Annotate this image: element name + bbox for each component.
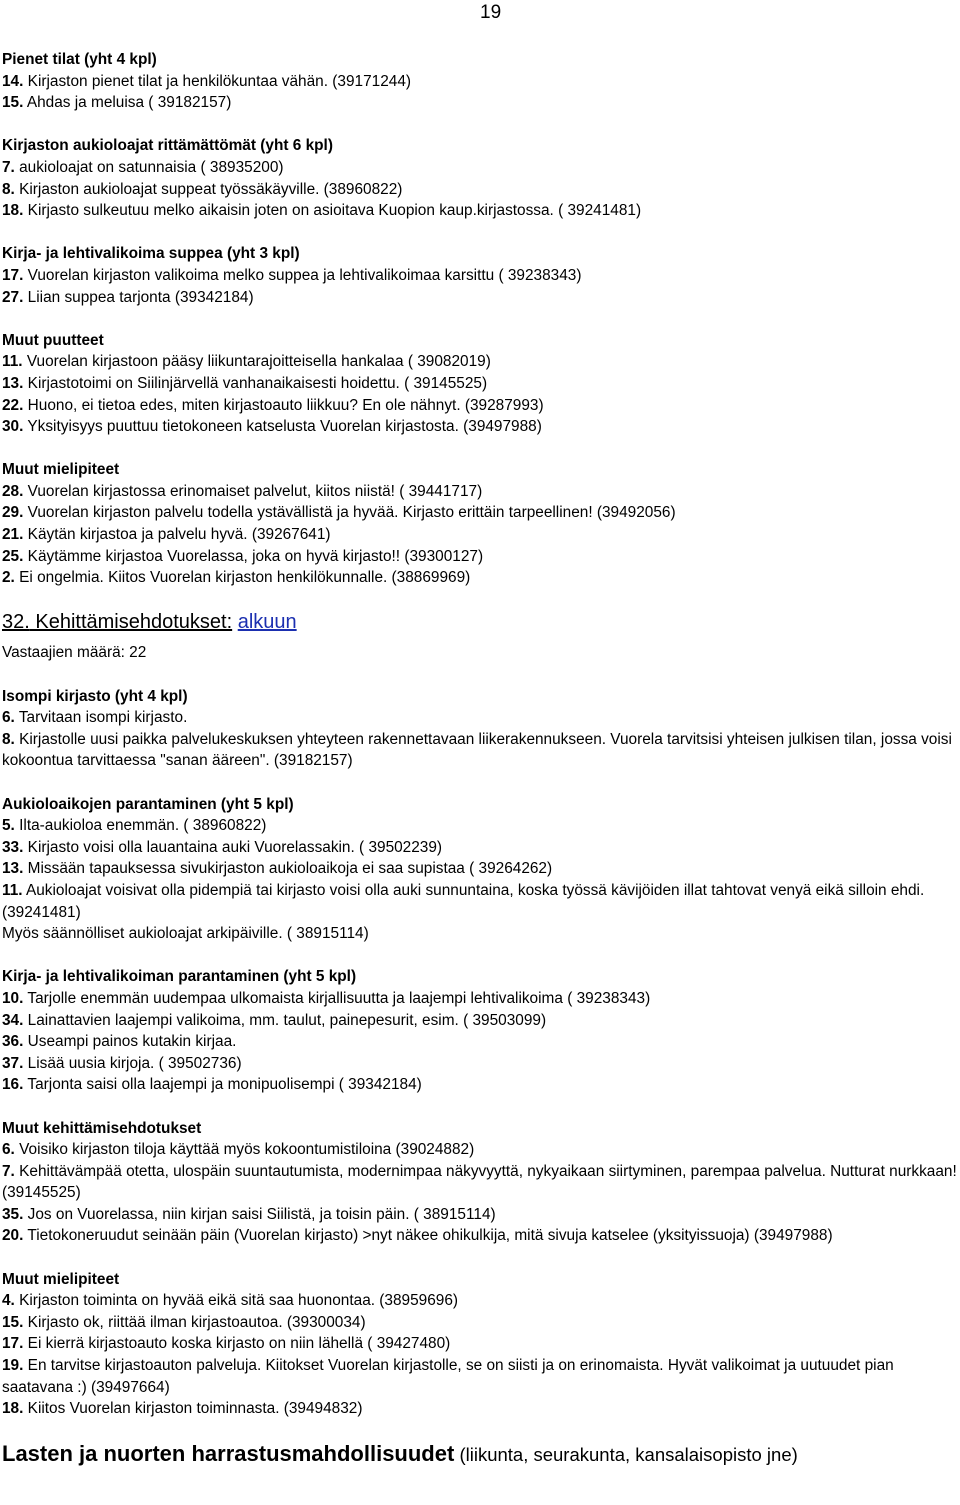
answer-number: 6. [2,1141,15,1159]
answer-number: 18. [2,1400,24,1418]
group-heading: Aukioloaikojen parantaminen (yht 5 kpl) [2,795,294,813]
answer-text: Jos on Vuorelassa, niin kirjan saisi Siilistä, ja toisin päin. ( 38915114) [23,1205,496,1223]
group-heading: Muut puutteet [2,331,104,349]
answer-number: 8. [2,730,15,748]
answer-text: Kirjastolle uusi paikka palvelukeskuksen yhteyteen rakennettavaan liikerakennukseen. Vuorela tarvitsisi yhteisen julkisen tilan, jossa voisi kokoontua tarvittaessa "sanan ääreen". (39182157) [2,730,952,770]
answer-item [2,351,958,373]
answer-text: Kirjaston toiminta on hyvää eikä sitä saa huonontaa. (38959696) [14,1292,459,1310]
group-heading: Kirja- ja lehtivalikoima suppea (yht 3 kpl) [2,245,300,263]
answer-item [2,1398,958,1420]
answer-text: Lisää uusia kirjoja. ( 39502736) [23,1054,242,1072]
answer-text: Vuorelan kirjaston palvelu todella ystävällistä ja hyvää. Kirjasto erittäin tarpeellinen! (39492056) [23,504,676,522]
answer-text: Vuorelan kirjastoon pääsy liikuntarajoitteisella hankalaa ( 39082019) [22,353,491,371]
answer-item [2,1204,958,1226]
answer-number: 5. [2,817,15,835]
answer-text: Kiitos Vuorelan kirjaston toiminnasta. (39494832) [23,1400,363,1418]
answer-item [2,1161,958,1204]
answer-number: 7. [2,158,15,176]
answer-text: Tarjonta saisi olla laajempi ja monipuolisempi ( 39342184) [23,1076,422,1094]
answer-number: 10. [2,989,24,1007]
answer-text: Kirjasto voisi olla lauantaina auki Vuorelassakin. ( 39502239) [23,838,443,856]
answer-item [2,1074,958,1096]
answer-number: 13. [2,860,24,878]
answer-item [2,1139,958,1161]
bottom-sections [2,686,958,1420]
answer-text: Kirjaston aukioloajat suppeat työssäkäyville. (38960822) [14,180,403,198]
answer-text: Myös säännölliset aukioloajat arkipäiville. ( 38915114) [2,925,369,943]
answer-group [2,686,958,772]
answer-number: 11. [2,881,23,899]
answer-text: Yksityisyys puuttuu tietokoneen katselusta Vuorelan kirjastosta. (39497988) [23,418,542,436]
answer-number: 8. [2,180,15,198]
answer-number: 25. [2,547,24,565]
answer-number: 4. [2,1292,15,1310]
answer-text: Vuorelan kirjaston valikoima melko suppea ja lehtivalikoimaa karsittu ( 39238343) [23,266,582,284]
answer-number: 33. [2,838,24,856]
answer-item [2,1053,958,1075]
document-body [2,49,958,1468]
answer-item [2,1225,958,1247]
answer-item [2,200,958,222]
answer-item [2,1031,958,1053]
group-heading: Kirjaston aukioloajat rittämättömät (yht 6 kpl) [2,137,333,155]
answer-item [2,265,958,287]
answer-number: 37. [2,1054,24,1072]
answer-text: Lainattavien laajempi valikoima, mm. taulut, painepesurit, esim. ( 39503099) [23,1011,547,1029]
answer-item [2,524,958,546]
answer-number: 2. [2,569,15,587]
answer-item [2,1010,958,1032]
answer-text: Kirjasto ok, riittää ilman kirjastoautoa. (39300034) [23,1313,366,1331]
answer-text: Voisiko kirjaston tiloja käyttää myös kokoontumistiloina (39024882) [14,1141,475,1159]
answer-item [2,481,958,503]
answer-item [2,157,958,179]
group-heading: Isompi kirjasto (yht 4 kpl) [2,687,188,705]
answer-number: 6. [2,709,15,727]
answer-number: 11. [2,353,23,371]
answer-item [2,1355,958,1398]
next-question-title: Lasten ja nuorten harrastusmahdollisuudet [2,1441,455,1467]
answer-item [2,1312,958,1334]
answer-number: 20. [2,1227,24,1245]
answer-number: 34. [2,1011,24,1029]
answer-item [2,729,958,772]
answer-number: 7. [2,1162,15,1180]
answer-text: Tietokoneruudut seinään päin (Vuorelan kirjasto) >nyt näkee ohikulkija, mitä sivuja katselee (yksityissuoja) (39497988) [23,1227,833,1245]
answer-number: 14. [2,72,24,90]
answer-text: Aukioloajat voisivat olla pidempiä tai kirjasto voisi olla auki sunnuntaina, koska työssä kävijöiden illat tahtovat venyä eikä silloin ehdi.(39241481) [2,881,925,921]
answer-item [2,92,958,114]
answer-number: 17. [2,1335,24,1353]
answer-item [2,858,958,880]
answer-number: 36. [2,1033,24,1051]
answer-text: Ei ongelmia. Kiitos Vuorelan kirjaston henkilökunnalle. (38869969) [14,569,471,587]
answer-text: Vuorelan kirjastossa erinomaiset palvelut, kiitos niistä! ( 39441717) [23,482,483,500]
answer-text: En tarvitse kirjastoauton palveluja. Kiitokset Vuorelan kirjastolle, se on siisti ja on erinomaista. Hyvät valikoimat ja uutuudet pian saatavana :) (39497664) [2,1357,894,1396]
answer-item [2,287,958,309]
answer-group [2,966,958,1096]
answer-number: 19. [2,1357,24,1375]
answer-text: Kehittävämpää otetta, ulospäin suuntautumista, modernimpaa näkyvyyttä, nykyaikaan siirtyminen, parempaa palvelua. Nutturat nurkkaan! (39145525) [2,1162,957,1202]
answer-item [2,373,958,395]
answer-item [2,395,958,417]
group-heading: Muut kehittämisehdotukset [2,1119,202,1137]
answer-group [2,135,958,221]
question-title [2,610,958,634]
answer-item [2,988,958,1010]
question-number: 32. [2,611,30,634]
answer-text: Kirjastotoimi on Siilinjärvellä vanhanaikaisesti hoidettu. ( 39145525) [23,374,488,392]
answer-text: Liian suppea tarjonta (39342184) [23,288,254,306]
answer-item [2,546,958,568]
answer-text: Kirjaston pienet tilat ja henkilökuntaa vähän. (39171244) [23,72,411,90]
answer-number: 13. [2,374,24,392]
back-to-top-link[interactable]: alkuun [237,611,297,634]
answer-number: 15. [2,1313,24,1331]
answer-number: 21. [2,526,24,544]
answer-group [2,243,958,308]
answer-group [2,1118,958,1248]
answer-text: Kirjasto sulkeutuu melko aikaisin joten on asioitava Kuopion kaup.kirjastossa. ( 39241481) [23,202,642,220]
answer-item [2,502,958,524]
group-heading: Muut mielipiteet [2,1270,120,1288]
answer-number: 16. [2,1076,24,1094]
answer-number: 17. [2,266,24,284]
answer-item [2,416,958,438]
answer-number: 15. [2,94,24,112]
answer-number: 28. [2,482,24,500]
answer-item [2,707,958,729]
answer-item [2,880,958,923]
answer-group [2,49,958,114]
group-heading: Muut mielipiteet [2,461,120,479]
page-number: 19 [480,2,502,23]
answer-number: 22. [2,396,24,414]
answer-item [2,71,958,93]
answer-text: Käytän kirjastoa ja palvelu hyvä. (39267641) [23,526,331,544]
answer-text: Ahdas ja meluisa ( 39182157) [23,94,232,112]
answer-number: 30. [2,418,24,436]
answer-text: Ei kierrä kirjastoauto koska kirjasto on niin lähellä ( 39427480) [23,1335,451,1353]
answer-number: 18. [2,202,24,220]
answer-item [2,923,958,945]
group-heading: Kirja- ja lehtivalikoiman parantaminen (yht 5 kpl) [2,968,357,986]
group-heading: Pienet tilat (yht 4 kpl) [2,51,157,68]
answer-group [2,459,958,589]
answer-text: Tarjolle enemmän uudempaa ulkomaista kirjallisuutta ja laajempi lehtivalikoima ( 39238343) [23,989,651,1007]
answer-group [2,1269,958,1420]
answer-group [2,794,958,945]
answer-text: aukioloajat on satunnaisia ( 38935200) [14,158,284,176]
question-title-text: Kehittämisehdotukset: [29,611,233,634]
answer-item [2,815,958,837]
answer-number: 29. [2,504,24,522]
answer-item [2,567,958,589]
next-question-heading [2,1441,958,1468]
answer-item [2,1290,958,1312]
answer-text: Käytämme kirjastoa Vuorelassa, joka on hyvä kirjasto!! (39300127) [23,547,484,565]
answer-item [2,837,958,859]
answer-text: Huono, ei tietoa edes, miten kirjastoauto liikkuu? En ole nähnyt. (39287993) [23,396,544,414]
respondent-count: Vastaajien määrä: 22 [2,644,147,662]
answer-text: Useampi painos kutakin kirjaa. [23,1033,237,1051]
answer-number: 35. [2,1205,24,1223]
answer-item [2,179,958,201]
answer-number: 27. [2,288,24,306]
answer-text: Missään tapauksessa sivukirjaston aukioloaikoja ei saa supistaa ( 39264262) [23,860,553,878]
answer-text: Ilta-aukioloa enemmän. ( 38960822) [14,817,267,835]
answer-group [2,330,958,438]
top-sections [2,49,958,589]
answer-item [2,1333,958,1355]
answer-text: Tarvitaan isompi kirjasto. [14,709,188,727]
next-question-subtitle: (liikunta, seurakunta, kansalaisopisto jne) [454,1444,798,1466]
